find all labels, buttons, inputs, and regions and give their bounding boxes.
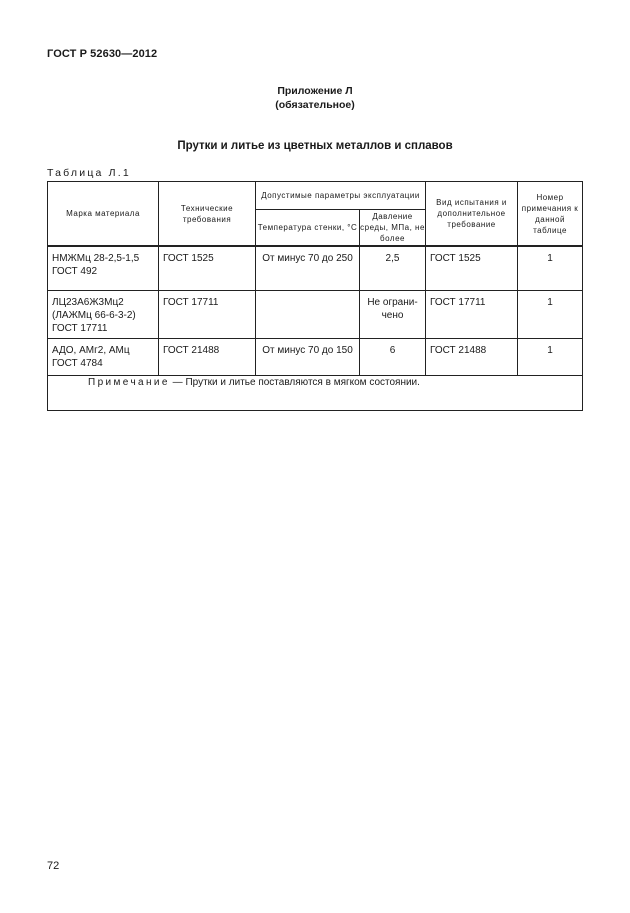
- cell-tech-req: ГОСТ 17711: [159, 291, 256, 339]
- cell-tech-req: ГОСТ 21488: [159, 339, 256, 376]
- doc-code-header: ГОСТ Р 52630—2012: [47, 48, 158, 60]
- header-note-no: Номер примечания к данной таблице: [518, 182, 583, 247]
- cell-temp: От минус 70 до 250: [256, 246, 360, 291]
- cell-tech-req: ГОСТ 1525: [159, 246, 256, 291]
- cell-pressure: Не ограни- чено: [360, 291, 426, 339]
- header-temp: Температура стенки, °С: [256, 210, 360, 247]
- table-row: [48, 246, 583, 291]
- annex-title: Приложение Л: [277, 85, 353, 97]
- cell-test-type: ГОСТ 17711: [426, 291, 518, 339]
- annex-status: (обязательное): [275, 99, 355, 111]
- materials-table: [47, 181, 583, 411]
- cell-note-no: 1: [518, 246, 583, 291]
- header-material: Марка материала: [48, 182, 159, 247]
- section-title: Прутки и литье из цветных металлов и сплавов: [177, 140, 453, 152]
- table-row: [48, 291, 583, 339]
- page-number: 72: [47, 860, 60, 872]
- cell-material: НМЖМц 28-2,5-1,5 ГОСТ 492: [48, 246, 159, 291]
- cell-material: АДО, АМг2, АМц ГОСТ 4784: [48, 339, 159, 376]
- header-tech-req: Технические требования: [159, 182, 256, 247]
- header-params-group: Допустимые параметры эксплуатации: [256, 182, 426, 210]
- table-label: Таблица Л.1: [47, 167, 131, 179]
- cell-note-no: 1: [518, 291, 583, 339]
- cell-pressure: 2,5: [360, 246, 426, 291]
- note-text: — Прутки и литье поставляются в мягком состоянии.: [169, 377, 420, 388]
- cell-test-type: ГОСТ 21488: [426, 339, 518, 376]
- table-note: [48, 376, 583, 411]
- annex-heading: [0, 84, 630, 112]
- header-test-type: Вид испытания и дополнительное требование: [426, 182, 518, 247]
- cell-temp: От минус 70 до 150: [256, 339, 360, 376]
- cell-temp: [256, 291, 360, 339]
- note-label: Примечание: [88, 377, 170, 388]
- cell-test-type: ГОСТ 1525: [426, 246, 518, 291]
- cell-pressure: 6: [360, 339, 426, 376]
- cell-material: ЛЦ23А6Ж3Мц2 (ЛАЖМц 66-6-3-2) ГОСТ 17711: [48, 291, 159, 339]
- cell-note-no: 1: [518, 339, 583, 376]
- header-pressure: Давление среды, МПа, не более: [360, 210, 426, 247]
- table-row: [48, 339, 583, 376]
